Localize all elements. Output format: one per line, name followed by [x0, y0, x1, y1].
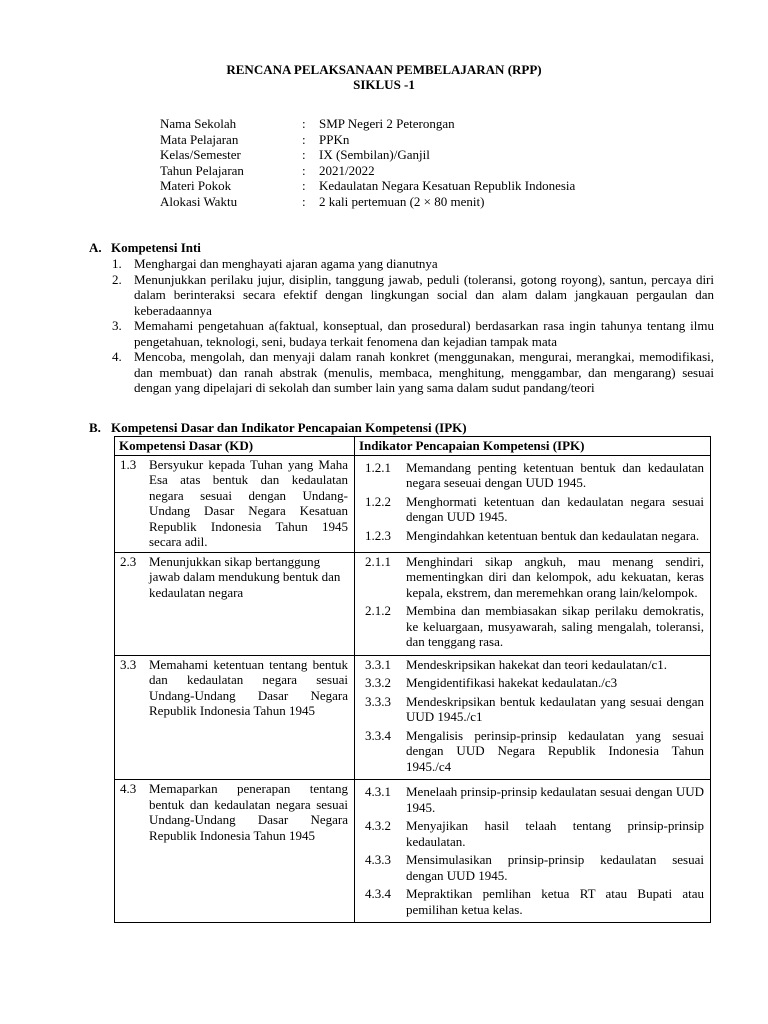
ipk-item	[365, 852, 704, 883]
info-value: SMP Negeri 2 Peterongan	[319, 116, 455, 131]
kd-number: 4.3	[120, 781, 137, 796]
list-item	[112, 272, 714, 319]
section-title: Kompetensi Dasar dan Indikator Pencapaian Kompetensi (IPK)	[111, 420, 467, 435]
ipk-number: 3.3.3	[365, 693, 391, 709]
list-item	[112, 318, 714, 349]
ipk-cell	[355, 780, 711, 923]
kd-ipk-table	[114, 436, 711, 923]
ipk-item	[365, 886, 704, 917]
item-text: Menghargai dan menghayati ajaran agama yang dianutnya	[134, 256, 438, 271]
ipk-text: Mensimulasikan prinsip-prinsip kedaulatan sesuai dengan UUD 1945.	[406, 852, 704, 883]
ipk-text: Mengindahkan ketentuan bentuk dan kedaulatan negara.	[406, 527, 700, 543]
info-label: Tahun Pelajaran	[160, 162, 244, 178]
ipk-number: 2.1.1	[365, 553, 391, 569]
ipk-item	[365, 784, 704, 815]
ipk-number: 4.3.4	[365, 886, 391, 901]
section-b-heading	[89, 420, 467, 436]
item-number: 4.	[112, 349, 122, 364]
info-label: Kelas/Semester	[160, 147, 241, 163]
info-colon: :	[302, 131, 306, 147]
info-value: 2 kali pertemuan (2 × 80 menit)	[319, 193, 485, 209]
info-colon: :	[302, 193, 306, 209]
item-number: 3.	[112, 318, 122, 333]
info-label: Nama Sekolah	[160, 116, 237, 131]
info-colon: :	[302, 147, 306, 163]
identity-block	[160, 116, 575, 210]
ipk-text: Mendeskripsikan hakekat dan teori kedaulatan/c1.	[406, 656, 667, 672]
ipk-number: 4.3.1	[365, 784, 391, 799]
table-row	[115, 655, 711, 780]
kd-number: 1.3	[120, 456, 137, 472]
ipk-text: Menelaah prinsip-prinsip kedaulatan sesuai dengan UUD 1945.	[406, 784, 704, 815]
info-row	[160, 194, 575, 210]
kd-text: Menunjukkan sikap bertanggung jawab dalam mendukung bentuk dan kedaulatan negara	[149, 553, 341, 600]
ipk-item	[365, 694, 704, 725]
info-value: PPKn	[319, 131, 350, 147]
kd-cell	[115, 655, 355, 780]
ipk-text: Mengalisis perinsip-prinsip kedaulatan yang sesuai dengan UUD Negara Republik Indonesia Tahun 1945./c4	[406, 727, 704, 774]
info-value: IX (Sembilan)/Ganjil	[319, 147, 430, 163]
item-text: Mencoba, mengolah, dan menyaji dalam ranah konkret (menggunakan, mengurai, merangkai, memodifikasi, dan membuat) dan ranah abstrak (menulis, membaca, menghitung, menggambar, dan mengarang) sesuai dengan yang dipelajari di sekolah dan sumber lain yang sama dalam sudut pandang/teori	[134, 349, 714, 395]
ipk-item	[365, 728, 704, 775]
ipk-number: 3.3.2	[365, 675, 391, 690]
list-item	[112, 349, 714, 396]
ipk-number: 4.3.3	[365, 852, 391, 867]
ipk-number: 3.3.1	[365, 656, 391, 672]
info-value: 2021/2022	[319, 162, 375, 178]
info-label: Materi Pokok	[160, 178, 232, 194]
column-header-ipk: Indikator Pencapaian Kompetensi (IPK)	[355, 437, 711, 456]
table-row	[115, 552, 711, 655]
info-row	[160, 178, 575, 194]
kd-cell	[115, 552, 355, 655]
kd-text: Bersyukur kepada Tuhan yang Maha Esa atas bentuk dan kedaulatan negara sesuai dengan Undang-Undang Dasar Negara Kesatuan Republik Indonesia Tahun 1945 secara adil.	[149, 456, 348, 549]
ipk-cell	[355, 552, 711, 655]
info-row	[160, 163, 575, 179]
ipk-item	[365, 528, 704, 544]
info-value: Kedaulatan Negara Kesatuan Republik Indonesia	[319, 178, 576, 194]
ipk-cell	[355, 655, 711, 780]
ipk-number: 4.3.2	[365, 818, 391, 833]
table-row	[115, 780, 711, 923]
kd-number: 3.3	[120, 656, 137, 672]
info-row	[160, 116, 575, 132]
ipk-number: 3.3.4	[365, 727, 391, 743]
document-title: RENCANA PELAKSANAAN PEMBELAJARAN (RPP)	[226, 62, 542, 77]
info-colon: :	[302, 178, 306, 194]
ipk-number: 1.2.1	[365, 459, 391, 475]
kd-cell	[115, 455, 355, 552]
ipk-text: Mendeskripsikan bentuk kedaulatan yang sesuai dengan UUD 1945./c1	[406, 693, 704, 724]
info-label: Mata Pelajaran	[160, 131, 239, 147]
section-letter: B.	[89, 420, 101, 435]
ipk-item	[365, 460, 704, 491]
ipk-number: 1.2.2	[365, 493, 391, 509]
ipk-item	[365, 818, 704, 849]
column-header-kd: Kompetensi Dasar (KD)	[115, 437, 355, 456]
kd-text: Memaparkan penerapan tentang bentuk dan kedaulatan negara sesuai Undang-Undang Dasar Negara Republik Indonesia Tahun 1945	[149, 781, 348, 843]
ipk-number: 1.2.3	[365, 527, 391, 543]
section-title: Kompetensi Inti	[111, 240, 201, 255]
item-text: Memahami pengetahuan a(faktual, konseptual, dan prosedural) berdasarkan rasa ingin tahunya tentang ilmu pengetahuan, teknologi, seni, budaya terkait fenomena dan kejadian tampak mata	[134, 318, 714, 349]
kd-number: 2.3	[120, 553, 137, 569]
ipk-text: Memandang penting ketentuan bentuk dan kedaulatan negara seseuai dengan UUD 1945.	[406, 459, 704, 490]
ipk-text: Menyajikan hasil telaah tentang prinsip-prinsip kedaulatan.	[406, 818, 704, 849]
table-header-row	[115, 437, 711, 456]
ipk-text: Membina dan membiasakan sikap perilaku demokratis, ke keluargaan, musyawarah, saling mengalah, toleransi, dan tenggang rasa.	[406, 603, 704, 649]
kd-text: Memahami ketentuan tentang bentuk dan kedaulatan negara sesuai Undang-Undang Dasar Negara Republik Indonesia Tahun 1945	[149, 656, 348, 718]
info-colon: :	[302, 116, 306, 131]
info-label: Alokasi Waktu	[160, 193, 238, 209]
ipk-item	[365, 657, 704, 673]
item-text: Menunjukkan perilaku jujur, disiplin, tanggung jawab, peduli (toleransi, gotong royong), santun, percaya diri dalam berinteraksi secara efektif dengan lingkungan social dan alam dalam jangkauan pergaulan dan keberadaannya	[134, 271, 714, 318]
list-item	[112, 256, 714, 272]
section-a-heading	[89, 240, 201, 256]
ipk-item	[365, 554, 704, 601]
item-number: 2.	[112, 271, 122, 287]
ipk-item	[365, 603, 704, 650]
ipk-text: Mengidentifikasi hakekat kedaulatan./c3	[406, 675, 618, 690]
table-row	[115, 455, 711, 552]
info-row	[160, 147, 575, 163]
ipk-text: Menghormati ketentuan dan kedaulatan negara sesuai dengan UUD 1945.	[406, 493, 704, 524]
item-number: 1.	[112, 256, 122, 271]
kompetensi-inti-list	[112, 256, 714, 396]
info-row	[160, 132, 575, 148]
section-letter: A.	[89, 240, 102, 255]
ipk-text: Mepraktikan pemlihan ketua RT atau Bupati atau pemilihan ketua kelas.	[406, 886, 704, 917]
ipk-item	[365, 675, 704, 691]
kd-cell	[115, 780, 355, 923]
document-subtitle: SIKLUS -1	[353, 77, 415, 92]
ipk-text: Menghindari sikap angkuh, mau menang sendiri, mementingkan diri dan kelompok, adu kekuatan, keras kepala, ekstrem, dan meremehkan orang lain/kelompok.	[406, 553, 704, 600]
ipk-number: 2.1.2	[365, 603, 391, 618]
info-colon: :	[302, 162, 306, 178]
ipk-cell	[355, 455, 711, 552]
ipk-item	[365, 494, 704, 525]
